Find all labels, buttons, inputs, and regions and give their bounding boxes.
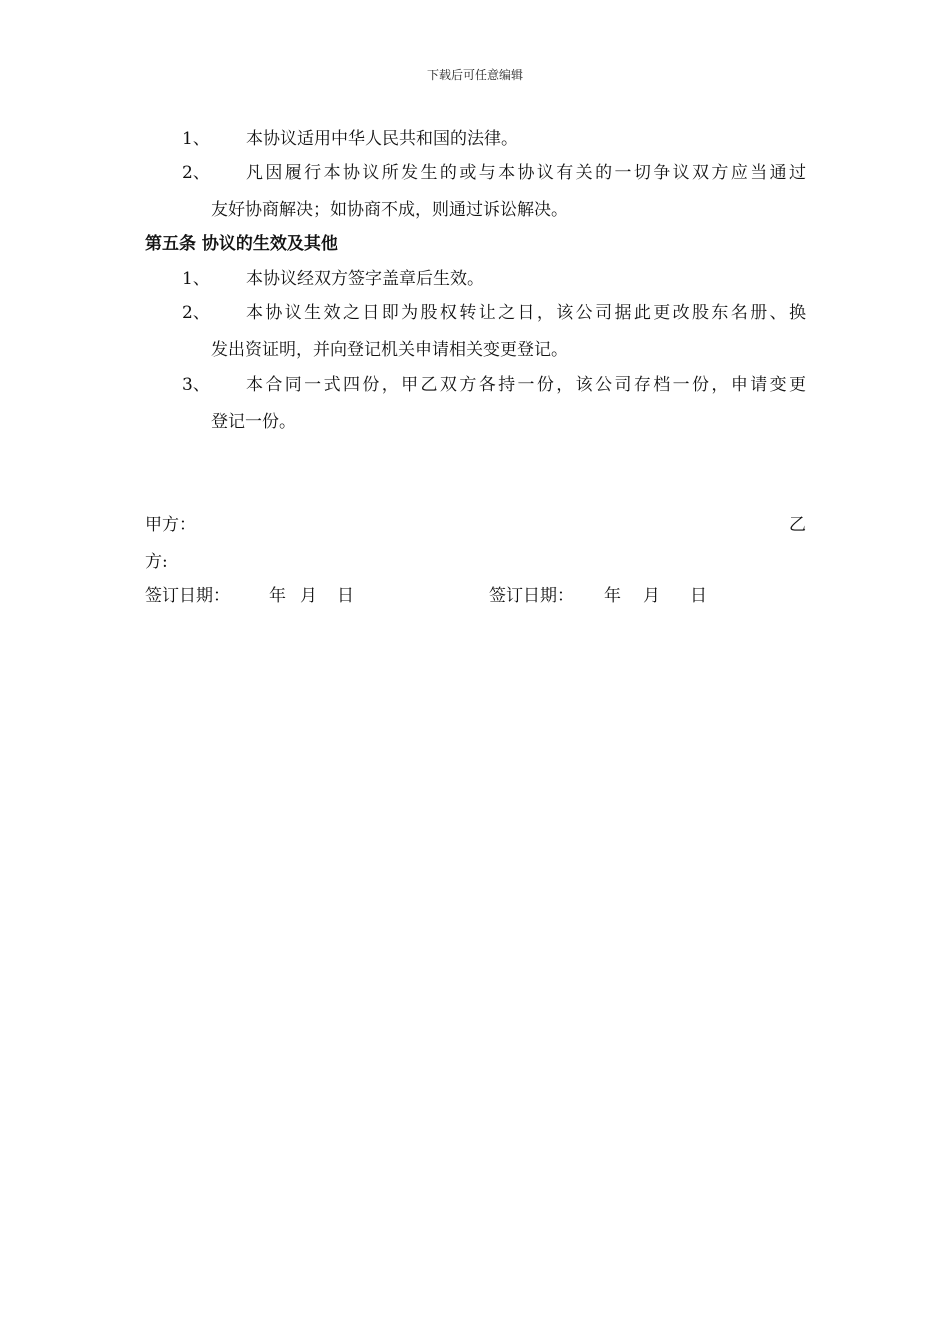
date-b-year: 年: [604, 586, 621, 606]
item-text-continued: 发出资证明，并向登记机关申请相关变更登记。: [211, 340, 568, 360]
item-text-continued: 友好协商解决；如协商不成，则通过诉讼解决。: [211, 200, 568, 220]
item-text: 凡因履行本协议所发生的或与本协议有关的一切争议双方应当通过: [246, 163, 806, 183]
item-number: 1、: [182, 269, 210, 289]
party-b-label-start: 乙: [789, 515, 806, 535]
item-text: 本协议生效之日即为股权转让之日，该公司据此更改股东名册、换: [246, 303, 806, 323]
date-b-month: 月: [643, 586, 660, 606]
date-b-label: 签订日期：: [489, 586, 574, 606]
party-a-label: 甲方：: [145, 515, 196, 535]
item-text: 本协议适用中华人民共和国的法律。: [246, 129, 518, 149]
item-number: 1、: [182, 129, 210, 149]
item-text: 本合同一式四份，甲乙双方各持一份，该公司存档一份，申请变更: [246, 375, 806, 395]
party-b-label-end: 方:: [145, 552, 168, 572]
date-a-day: 日: [337, 586, 354, 606]
item-text-continued: 登记一份。: [211, 412, 296, 432]
item-text: 本协议经双方签字盖章后生效。: [246, 269, 484, 289]
item-number: 2、: [182, 163, 210, 183]
date-a-year: 年: [269, 586, 286, 606]
date-a-month: 月: [300, 586, 317, 606]
date-a-label: 签订日期：: [145, 586, 230, 606]
section-heading: 第五条 协议的生效及其他: [145, 234, 338, 254]
item-number: 3、: [182, 375, 210, 395]
date-b-day: 日: [690, 586, 707, 606]
item-number: 2、: [182, 303, 210, 323]
page-header: 下载后可任意编辑: [426, 68, 523, 82]
